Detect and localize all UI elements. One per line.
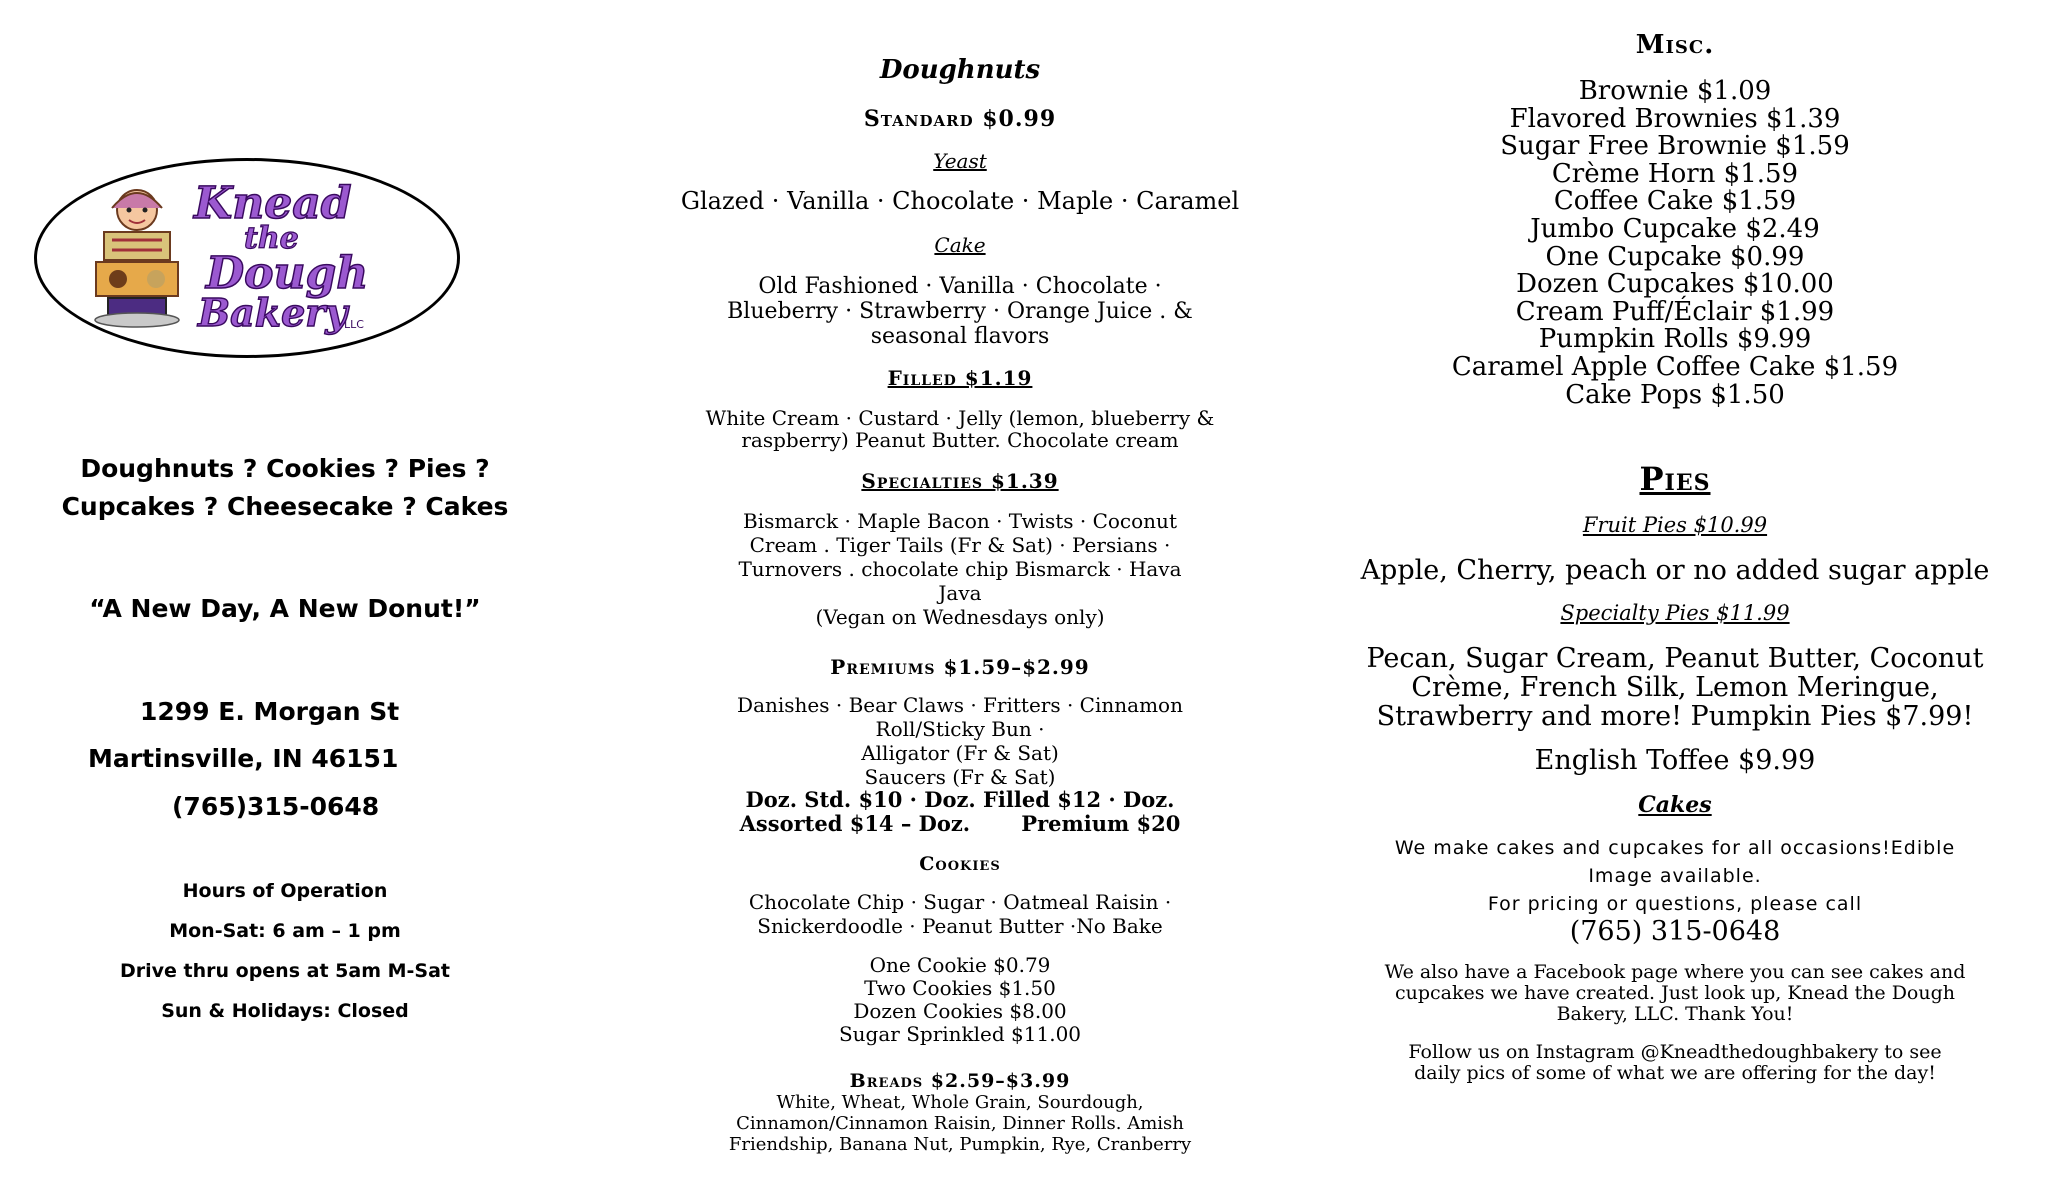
address-city: Martinsville, IN 46151 xyxy=(88,744,399,773)
misc-item: Sugar Free Brownie $1.59 xyxy=(1500,131,1850,162)
specialty-pies-items: Pecan, Sugar Cream, Peanut Butter, Coconut Crème, French Silk, Lemon Meringue, Strawberry and more! Pumpkin Pies $7.99! xyxy=(1366,643,1984,732)
bread-items: White, Wheat, Whole Grain, Sourdough, Cinnamon/Cinnamon Raisin, Dinner Rolls. Amish Friendship, Banana Nut, Pumpkin, Rye, Cranberry xyxy=(728,1092,1192,1155)
cakes-info: We make cakes and cupcakes for all occasions!Edible Image available. For pricing or questions, please call xyxy=(1394,837,1956,915)
hours-closed: Sun & Holidays: Closed xyxy=(161,1000,409,1022)
cookie-prices: One Cookie $0.79 Two Cookies $1.50 Dozen Cookies $8.00 Sugar Sprinkled $11.00 xyxy=(838,953,1082,1046)
hours-mon-sat: Mon-Sat: 6 am – 1 pm xyxy=(169,920,401,942)
svg-text:Knead: Knead xyxy=(194,178,352,229)
filled-items: White Cream · Custard · Jelly (lemon, blueberry & raspberry) Peanut Butter. Chocolate cream xyxy=(705,406,1215,452)
fruit-pies-items: Apple, Cherry, peach or no added sugar apple xyxy=(1360,555,1990,586)
facebook-note: We also have a Facebook page where you can see cakes and cupcakes we have created. Just look up, Knead the Dough Bakery, LLC. Thank You! xyxy=(1384,961,1966,1025)
specialties-heading: Specialties $1.39 xyxy=(861,469,1059,493)
cakes-phone: (765) 315-0648 xyxy=(1569,916,1781,947)
doughnuts-heading: Doughnuts xyxy=(879,55,1041,85)
address-street: 1299 E. Morgan St xyxy=(140,697,400,726)
hours-title: Hours of Operation xyxy=(182,880,388,902)
misc-item: Flavored Brownies $1.39 xyxy=(1509,103,1841,134)
product-tagline: Doughnuts ? Cookies ? Pies ? Cupcakes ? Cheesecake ? Cakes xyxy=(61,454,509,521)
bakery-logo xyxy=(34,158,458,356)
breads-heading: Breads $2.59–$3.99 xyxy=(849,1070,1071,1092)
misc-item: Cream Puff/Éclair $1.99 xyxy=(1515,296,1835,327)
logo-wordmark xyxy=(184,176,444,336)
misc-list xyxy=(1310,78,2040,409)
pies-heading: Pies xyxy=(1639,460,1711,498)
cake-items: Old Fashioned · Vanilla · Chocolate · Blueberry · Strawberry · Orange Juice . & seasonal flavors xyxy=(727,274,1193,349)
baker-figure-icon xyxy=(82,180,192,330)
yeast-label: Yeast xyxy=(933,149,987,173)
cookies-heading: Cookies xyxy=(919,853,1001,875)
misc-item: Dozen Cupcakes $10.00 xyxy=(1516,269,1834,300)
premiums-heading: Premiums $1.59–$2.99 xyxy=(830,655,1090,679)
phone-number: (765)315-0648 xyxy=(172,792,380,821)
fruit-pies-label: Fruit Pies $10.99 xyxy=(1582,513,1768,537)
english-toffee: English Toffee $9.99 xyxy=(1534,745,1816,776)
slogan: “A New Day, A New Donut!” xyxy=(89,594,481,623)
dozen-prices: Doz. Std. $10 · Doz. Filled $12 · Doz. Assorted $14 – Doz. Premium $20 xyxy=(739,787,1181,836)
svg-text:Bakery: Bakery xyxy=(198,290,348,335)
misc-item: Brownie $1.09 xyxy=(1578,76,1772,106)
svg-text:LLC: LLC xyxy=(344,318,364,331)
specialty-pies-label: Specialty Pies $11.99 xyxy=(1560,601,1790,625)
misc-item: Coffee Cake $1.59 xyxy=(1553,186,1797,217)
svg-text:the: the xyxy=(244,221,299,256)
cookie-items: Chocolate Chip · Sugar · Oatmeal Raisin · Snickerdoodle · Peanut Butter ·No Bake xyxy=(748,890,1172,938)
misc-item: One Cupcake $0.99 xyxy=(1545,241,1805,272)
svg-text:Dough: Dough xyxy=(206,248,369,299)
misc-item: Caramel Apple Coffee Cake $1.59 xyxy=(1451,351,1899,382)
specialties-items: Bismarck · Maple Bacon · Twists · Coconut Cream . Tiger Tails (Fr & Sat) · Persians · Turnovers . chocolate chip Bismarck · Hava Java (Vegan on Wednesdays only) xyxy=(738,509,1182,629)
cakes-heading: Cakes xyxy=(1638,792,1712,818)
hours-drive-thru: Drive thru opens at 5am M-Sat xyxy=(119,960,450,982)
misc-heading: Misc. xyxy=(1635,30,1715,60)
premiums-items: Danishes · Bear Claws · Fritters · Cinnamon Roll/Sticky Bun · Alligator (Fr & Sat) Saucers (Fr & Sat) xyxy=(737,693,1183,789)
standard-heading: Standard $0.99 xyxy=(863,106,1057,132)
misc-item: Crème Horn $1.59 xyxy=(1551,158,1799,189)
yeast-items: Glazed · Vanilla · Chocolate · Maple · Caramel xyxy=(680,187,1240,215)
misc-item: Cake Pops $1.50 xyxy=(1565,379,1785,410)
misc-item: Jumbo Cupcake $2.49 xyxy=(1530,213,1820,244)
instagram-note: Follow us on Instagram @Kneadthedoughbakery to see daily pics of some of what we are offering for the day! xyxy=(1408,1041,1942,1084)
cake-label: Cake xyxy=(934,233,986,257)
filled-heading: Filled $1.19 xyxy=(887,366,1033,390)
misc-item: Pumpkin Rolls $9.99 xyxy=(1538,324,1812,355)
